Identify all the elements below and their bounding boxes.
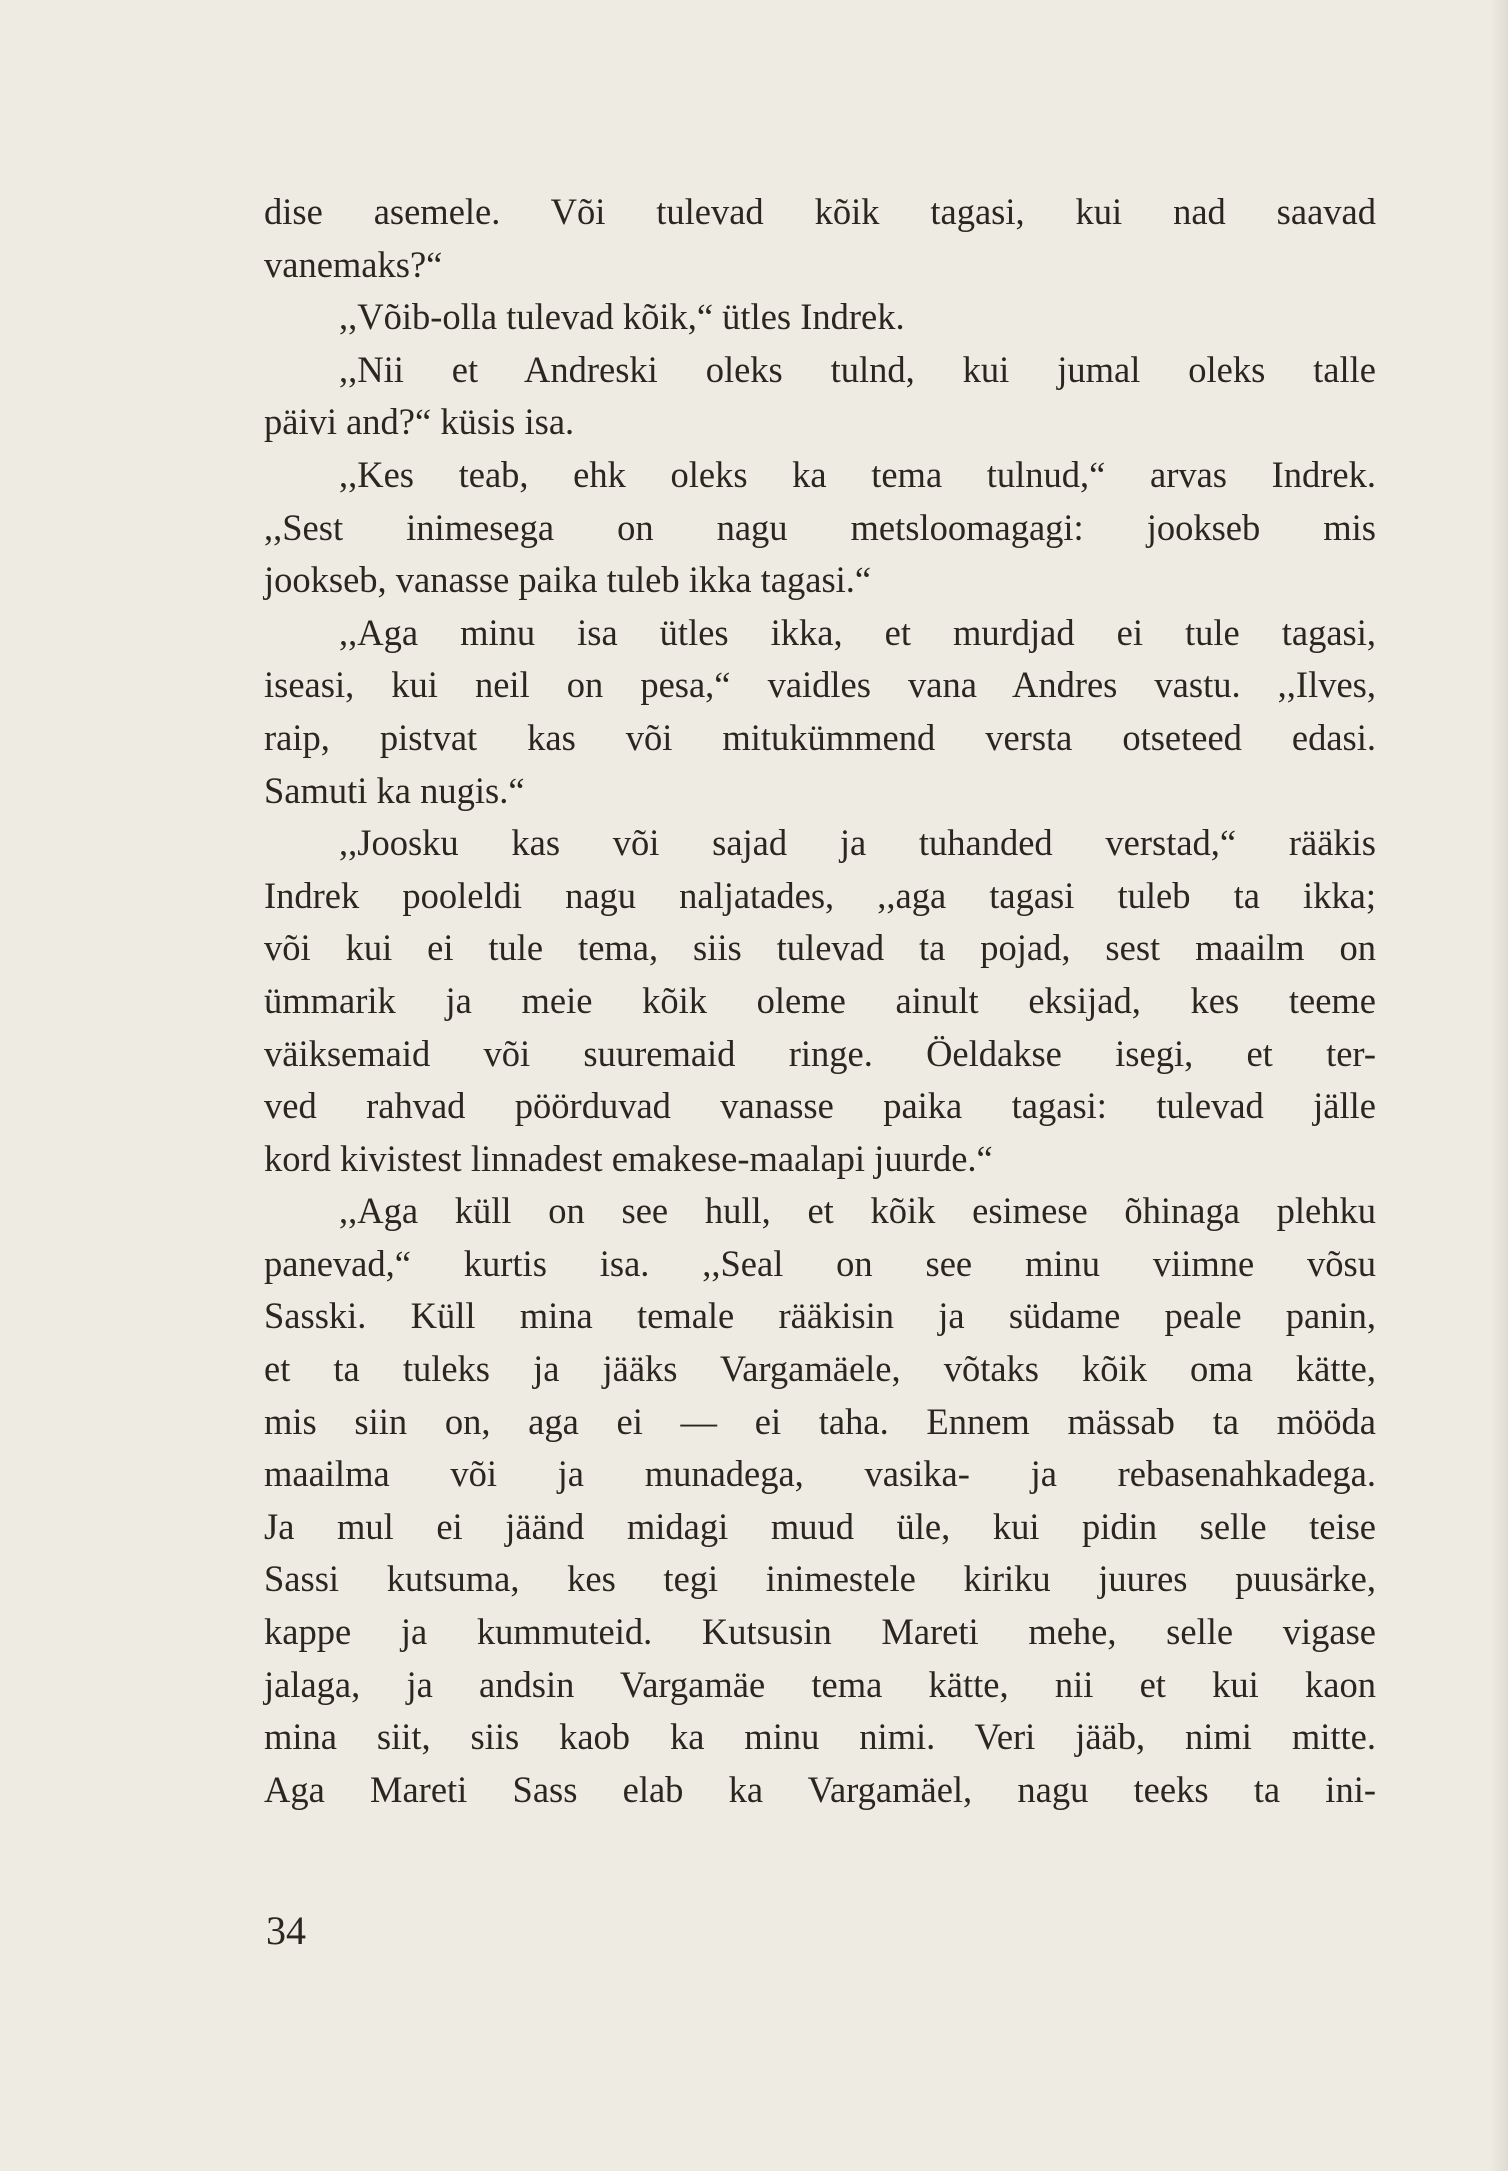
text-line: Sasski. Küll mina temale rääkisin ja südame peale panin,: [264, 1295, 1376, 1337]
text-line: Aga Mareti Sass elab ka Vargamäel, nagu teeks ta ini-: [264, 1768, 1376, 1810]
page-number: 34: [266, 1908, 306, 1953]
text-line: Indrek pooleldi nagu naljatades, ,,aga tagasi tuleb ta ikka;: [264, 874, 1376, 916]
text-line: ,,Aga minu isa ütles ikka, et murdjad ei tule tagasi,: [339, 611, 1376, 653]
text-line: või kui ei tule tema, siis tulevad ta pojad, sest maailm on: [264, 927, 1376, 969]
text-line: kappe ja kummuteid. Kutsusin Mareti mehe, selle vigase: [264, 1611, 1376, 1653]
text-line: mis siin on, aga ei — ei taha. Ennem mässab ta mööda: [264, 1400, 1376, 1442]
text-line: Samuti ka nugis.“: [264, 769, 525, 811]
text-line: ,,Kes teab, ehk oleks ka tema tulnud,“ arvas Indrek.: [339, 453, 1376, 495]
text-line: raip, pistvat kas või mitukümmend versta otseteed edasi.: [264, 716, 1376, 758]
text-line: ved rahvad pöörduvad vanasse paika tagasi: tulevad jälle: [264, 1085, 1376, 1127]
text-line: dise asemele. Või tulevad kõik tagasi, kui nad saavad: [264, 191, 1376, 232]
text-line: panevad,“ kurtis isa. ,,Seal on see minu viimne võsu: [264, 1242, 1376, 1284]
text-line: iseasi, kui neil on pesa,“ vaidles vana Andres vastu. ,,Ilves,: [264, 664, 1376, 706]
body-text: [264, 186, 1376, 1816]
text-line: ,,Aga küll on see hull, et kõik esimese õhinaga plehku: [339, 1190, 1376, 1232]
text-line: ,,Nii et Andreski oleks tulnd, kui jumal oleks talle: [339, 348, 1376, 390]
text-line: Sassi kutsuma, kes tegi inimestele kiriku juures puusärke,: [264, 1558, 1376, 1600]
text-line: ümmarik ja meie kõik oleme ainult eksijad, kes teeme: [264, 979, 1376, 1021]
text-line: päivi and?“ küsis isa.: [264, 401, 575, 443]
text-line: et ta tuleks ja jääks Vargamäele, võtaks kõik oma kätte,: [264, 1348, 1376, 1390]
text-line: kord kivistest linnadest emakese-maalapi juurde.“: [264, 1137, 993, 1179]
text-line: ,,Võib-olla tulevad kõik,“ ütles Indrek.: [339, 296, 905, 338]
text-line: jalaga, ja andsin Vargamäe tema kätte, nii et kui kaon: [264, 1663, 1376, 1705]
text-line: vanemaks?“: [264, 243, 443, 285]
text-line: Ja mul ei jäänd midagi muud üle, kui pidin selle teise: [264, 1505, 1376, 1547]
text-line: väiksemaid või suuremaid ringe. Öeldakse isegi, et ter-: [264, 1032, 1376, 1074]
text-line: mina siit, siis kaob ka minu nimi. Veri jääb, nimi mitte.: [264, 1716, 1376, 1758]
text-line: ,,Joosku kas või sajad ja tuhanded verstad,“ rääkis: [339, 822, 1376, 864]
text-line: ,,Sest inimesega on nagu metsloomagagi: jookseb mis: [264, 506, 1376, 548]
text-line: jookseb, vanasse paika tuleb ikka tagasi.“: [264, 559, 872, 601]
text-line: maailma või ja munadega, vasika- ja rebasenahkadega.: [264, 1453, 1376, 1495]
